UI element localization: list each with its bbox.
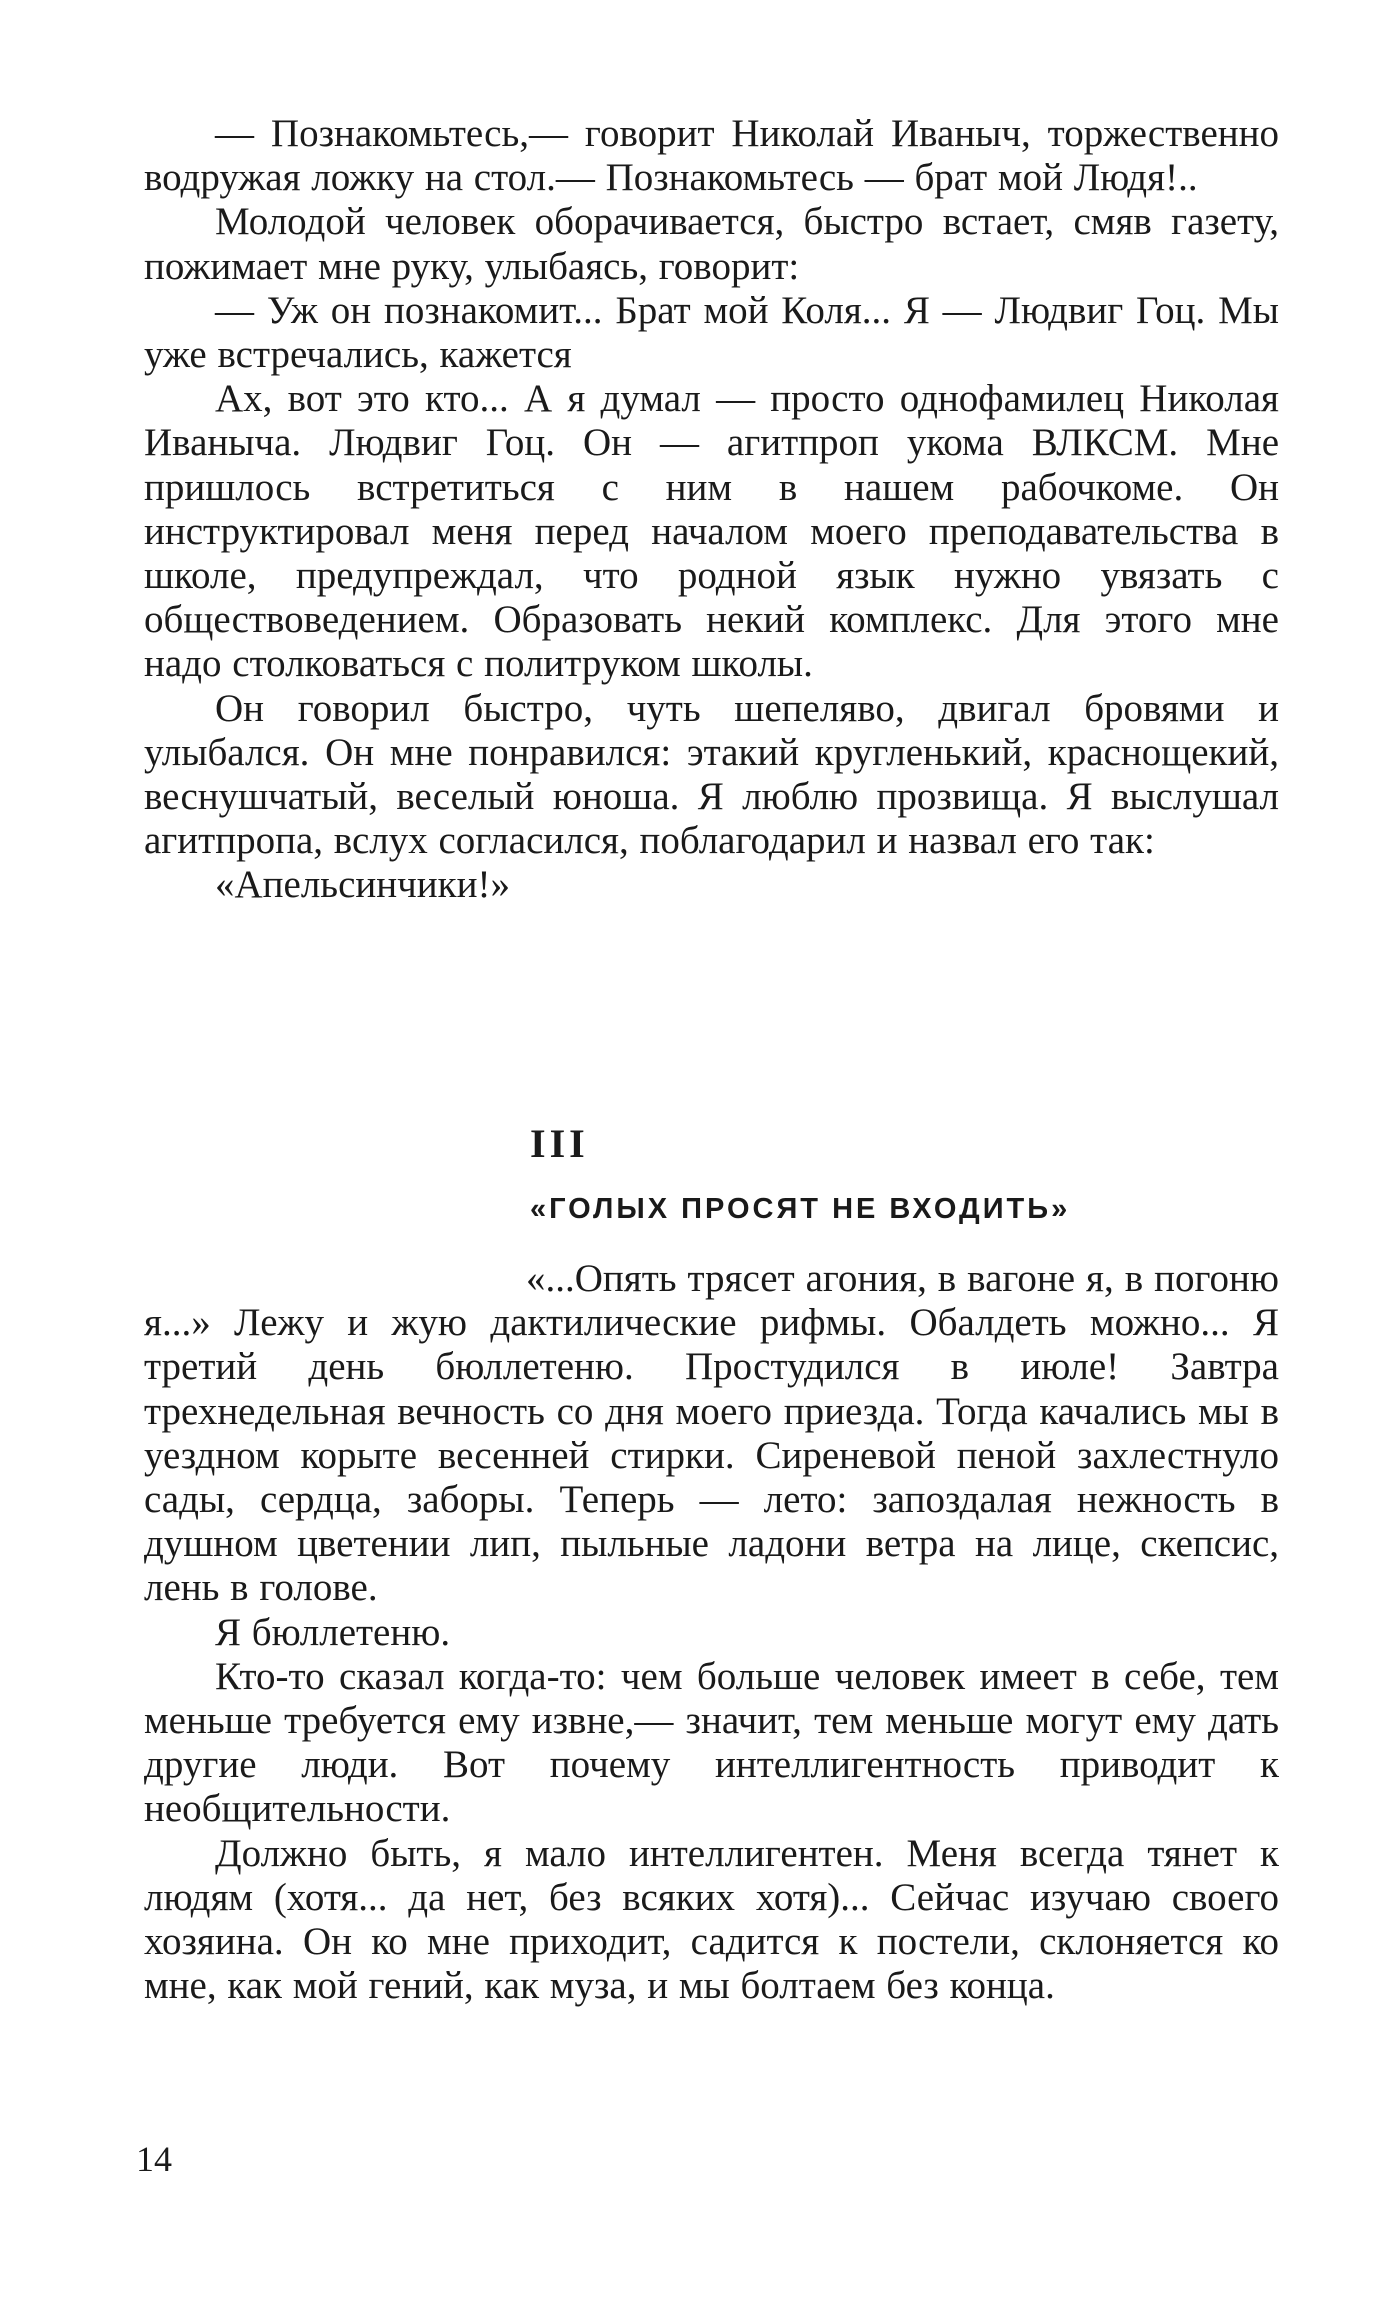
chapter-title: «ГОЛЫХ ПРОСЯТ НЕ ВХОДИТЬ»: [530, 1193, 1071, 1225]
paragraph: Молодой человек оборачивается, быстро встает, смяв газету, пожимает мне руку, улыбаясь, говорит:: [144, 200, 1279, 288]
text-block-top: [144, 112, 1279, 908]
paragraph: «Апельсинчики!»: [215, 863, 510, 907]
paragraph: Ах, вот это кто... А я думал — просто однофамилец Николая Иваныча. Людвиг Гоц. Он — агитпроп укома ВЛКСМ. Мне пришлось встретиться с ним в нашем рабочкоме. Он инструктировал меня перед началом моего преподавательства в школе, предупреждал, что родной язык нужно увязать с обществоведением. Образовать некий комплекс. Для этого мне надо столковаться с политруком школы.: [144, 377, 1279, 686]
paragraph: Я бюллетеню.: [215, 1610, 451, 1654]
paragraph: «...Опять трясет агония, в вагоне я, в погоню я...» Лежу и жую дактилические рифмы. Обалдеть можно... Я третий день бюллетеню. Простудился в июле! Завтра трехнедельная вечность со дня моего приезда. Тогда качались мы в уездном корыте весенней стирки. Сиреневой пеной захлестнуло сады, сердца, заборы. Теперь — лето: запоздалая нежность в душном цветении лип, пыльные ладони ветра на лице, скепсис, лень в голове.: [144, 1257, 1279, 1610]
page-number: 14: [136, 2139, 172, 2179]
text-block-bottom: [144, 1257, 1279, 2008]
paragraph: — Познакомьтесь,— говорит Николай Иваныч, торжественно водружая ложку на стол.— Познакомьтесь — брат мой Людя!..: [144, 112, 1279, 200]
chapter-number: III: [530, 1121, 589, 1166]
paragraph: Он говорил быстро, чуть шепеляво, двигал бровями и улыбался. Он мне понравился: этакий кругленький, краснощекий, веснушчатый, веселый юноша. Я люблю прозвища. Я выслушал агитпропа, вслух согласился, поблагодарил и назвал его так:: [144, 686, 1279, 863]
paragraph: Кто-то сказал когда-то: чем больше человек имеет в себе, тем меньше требуется ему извне,— значит, тем меньше могут ему дать другие люди. Вот почему интеллигентность приводит к необщительности.: [144, 1654, 1279, 1831]
paragraph: — Уж он познакомит... Брат мой Коля... Я — Людвиг Гоц. Мы уже встречались, кажется: [144, 288, 1279, 377]
paragraph: Должно быть, я мало интеллигентен. Меня всегда тянет к людям (хотя... да нет, без всяких хотя)... Сейчас изучаю своего хозяина. Он ко мне приходит, садится к постели, склоняется ко мне, как мой гений, как муза, и мы болтаем без конца.: [144, 1831, 1279, 2008]
